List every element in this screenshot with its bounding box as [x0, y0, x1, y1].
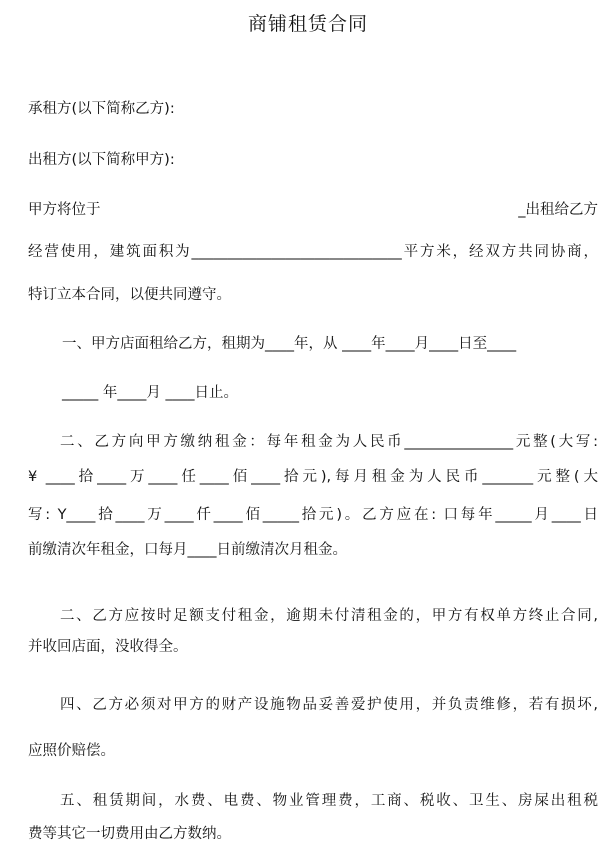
- clause2-line2: ¥ ____拾____万____任____佰____拾元),每月租金为人民币_______元整(大: [28, 469, 598, 485]
- location-right: _出租给乙方: [518, 202, 598, 218]
- location-line: [28, 200, 598, 220]
- clause5-line2: 费等其它一切费用由乙方数纳。: [28, 826, 231, 842]
- document-title: 商铺租赁合同: [247, 13, 368, 35]
- clause4-line2: 应照价赔偿。: [28, 743, 115, 759]
- clause2-line4: 前缴清次年租金，口每月____日前缴清次月租金。: [28, 542, 347, 558]
- clause1-line2: _____ 年____月 ____日止。: [62, 385, 238, 401]
- clause3-line2: 并收回店面，没收得全。: [28, 639, 188, 655]
- clause1-line1: 一、甲方店面租给乙方，租期为____年，从 ____年____月____日至____: [62, 336, 517, 352]
- clause2-line1: 二、乙方向甲方缴纳租金：每年租金为人民币_______________元整(大写:: [60, 434, 598, 450]
- lessee-line: 承租方(以下简称乙方):: [28, 101, 175, 117]
- clause4-line1: 四、乙方必须对甲方的财产设施物品妥善爱护使用，并负责维修，若有损坏,: [60, 697, 598, 713]
- lessor-line: 出租方(以下简称甲方):: [28, 152, 175, 168]
- clause3-line1: 二、乙方应按时足额支付租金，逾期未付清租金的，甲方有权单方终止合同,: [60, 608, 598, 624]
- sign-line: 特订立本合同，以便共同遵守。: [28, 287, 231, 303]
- clause5-line1: 五、租赁期间，水费、电费、物业管理费，工商、税收、卫生、房屎出租税: [60, 793, 598, 809]
- clause2-line3: 写: Y____拾____万____仟____佰_____拾元)。乙方应在: 口每年_____月____日: [28, 507, 598, 523]
- location-left: 甲方将位于: [28, 202, 101, 218]
- area-line: 经营使用，建筑面积为_____________________________平方米，经双方共同协商，: [28, 244, 598, 260]
